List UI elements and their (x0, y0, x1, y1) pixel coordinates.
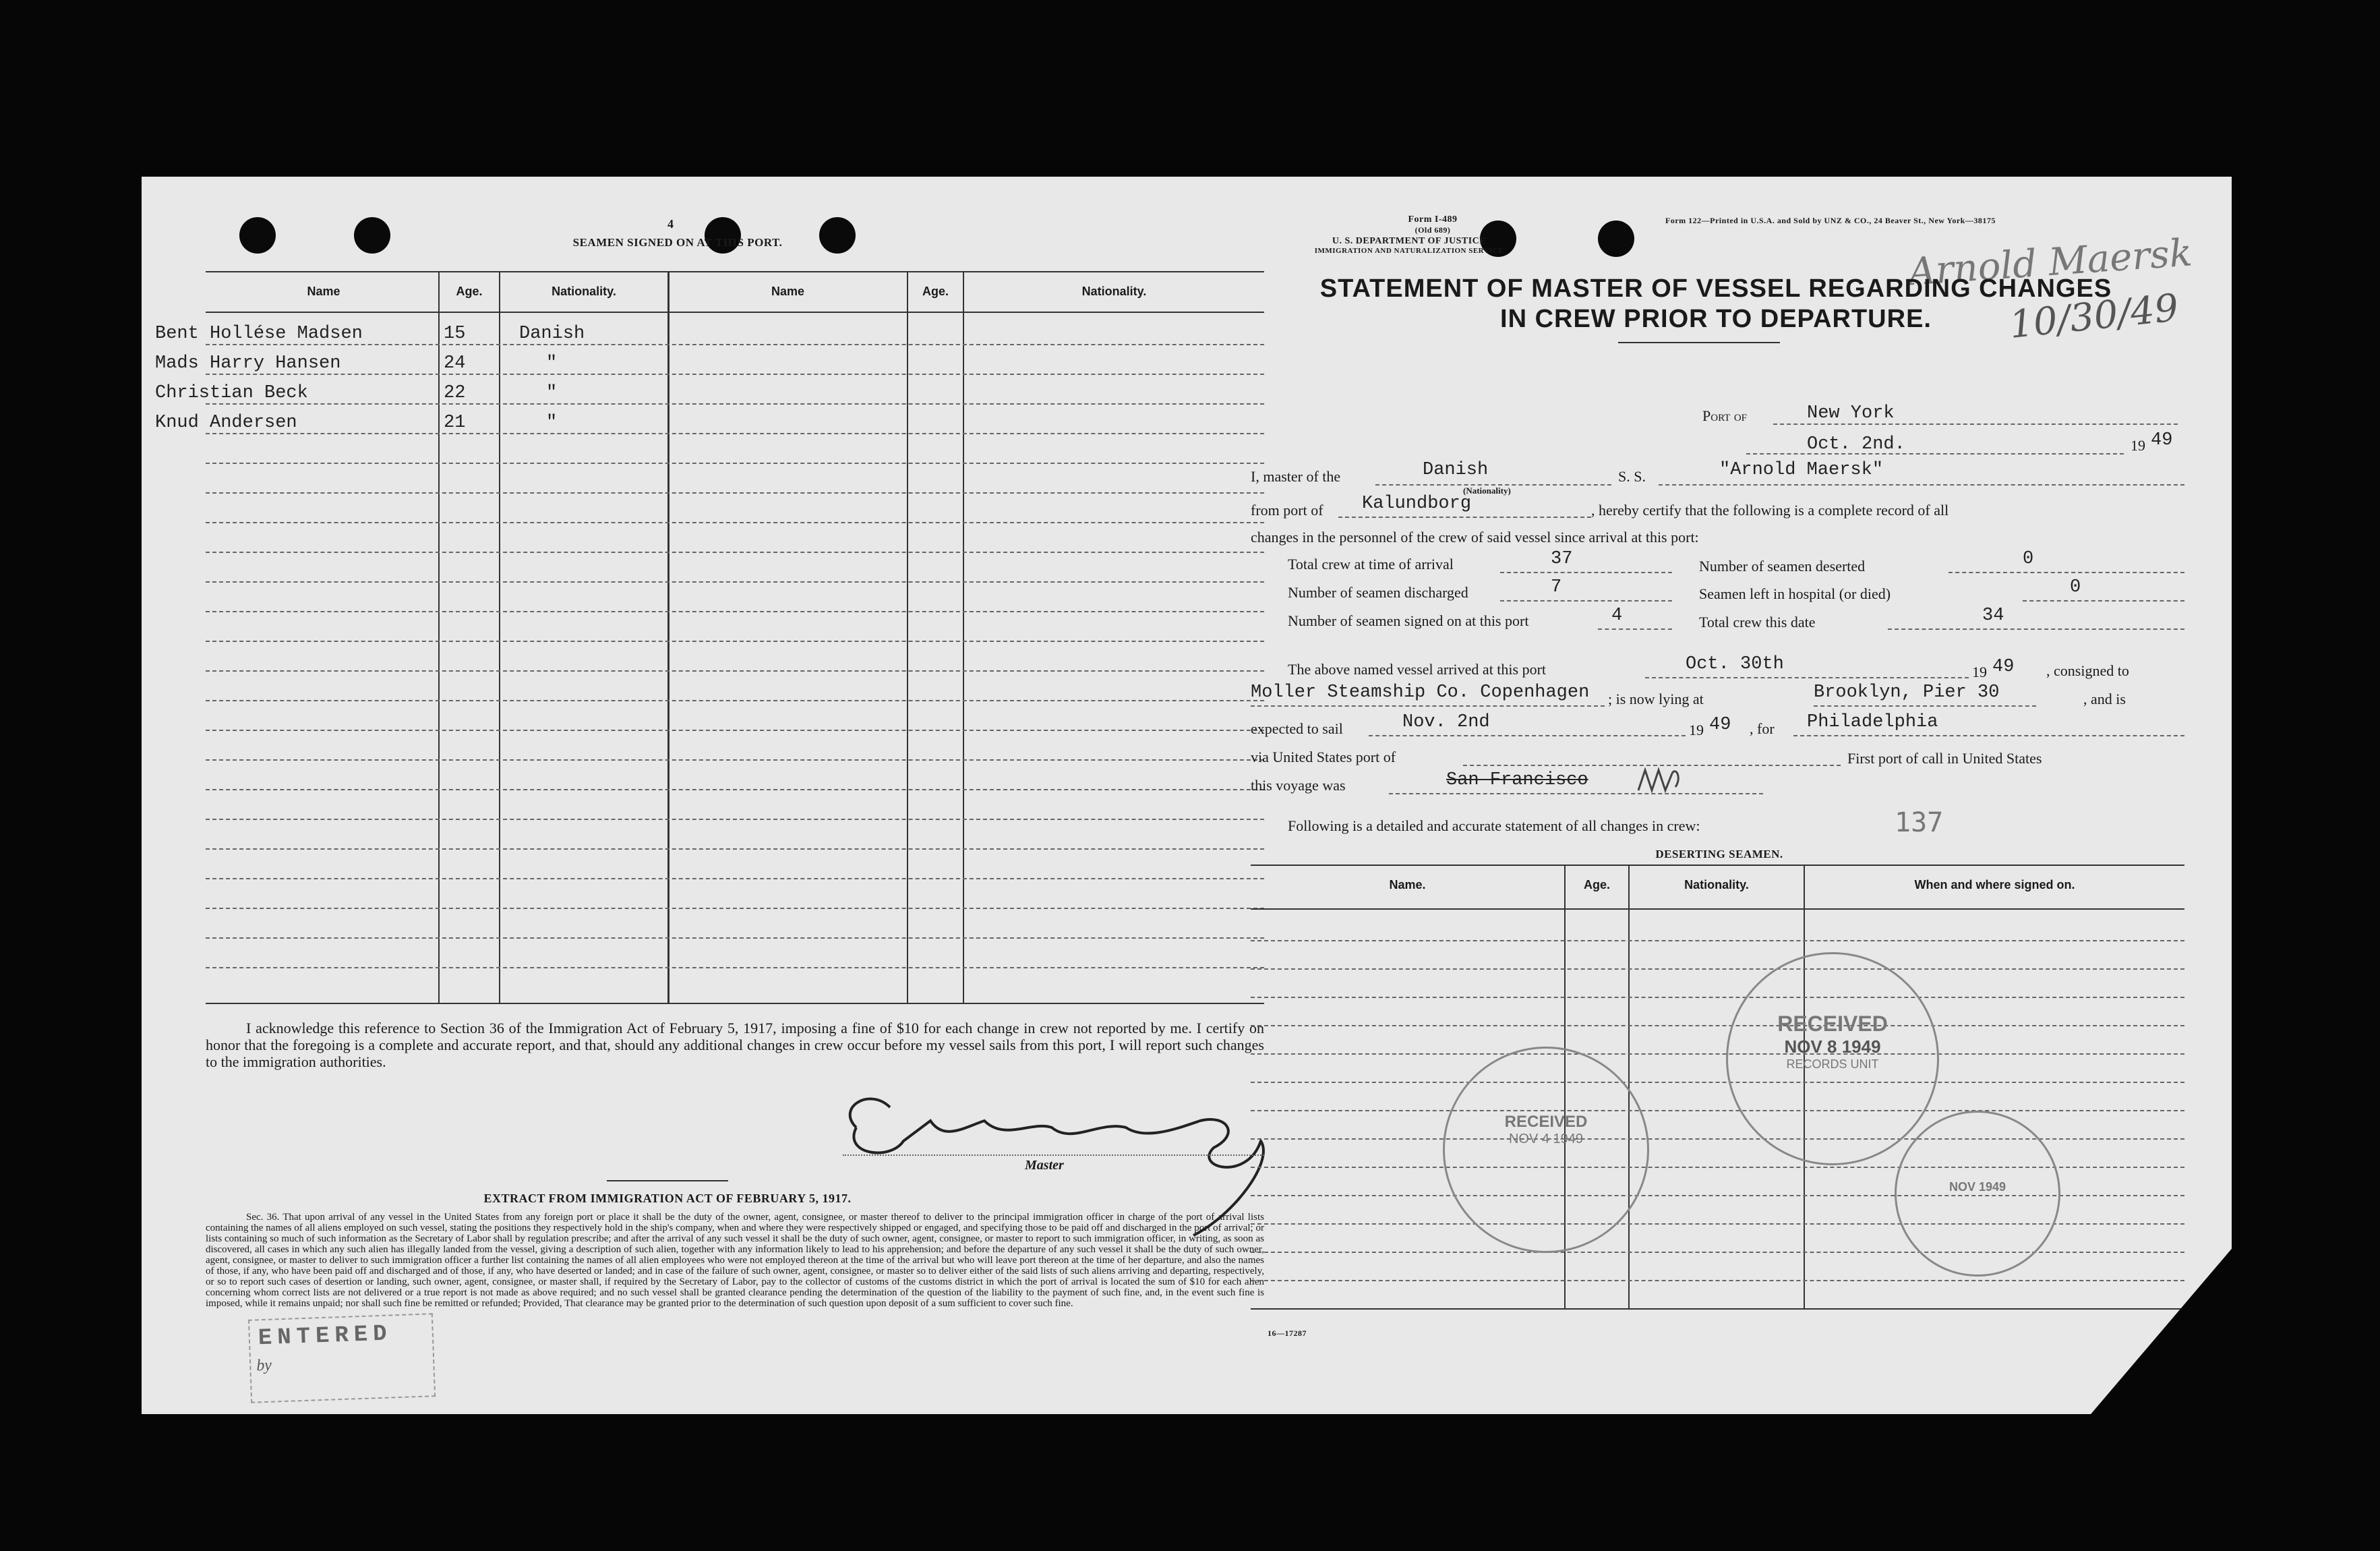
total-arrival-value: 37 (1551, 549, 1573, 569)
field-line (1500, 572, 1672, 573)
punch-hole (239, 217, 276, 254)
extract-rule (607, 1180, 728, 1181)
sail-year: 49 (1709, 715, 1731, 735)
row-line (206, 730, 1264, 731)
row-line (1251, 1138, 2184, 1140)
signed-on-label: Number of seamen signed on at this port (1288, 612, 1529, 629)
lying-label: ; is now lying at (1608, 691, 1704, 707)
consignee-value: Moller Steamship Co. Copenhagen (1251, 682, 1590, 703)
handwritten-date: 10/30/49 (2007, 286, 2181, 347)
title-rule (1618, 342, 1780, 343)
document-sheet (142, 177, 2232, 1414)
col-header-nationality: Nationality. (1081, 285, 1147, 298)
field-line (1746, 453, 2124, 455)
col-divider (499, 271, 500, 1003)
row-line (1251, 1252, 2184, 1253)
first-port-label: First port of call in United States (1847, 750, 2042, 767)
row-line (206, 878, 1264, 879)
consigned-label: , consigned to (2046, 662, 2129, 679)
deserted-value: 0 (2023, 549, 2034, 569)
nationality-value: Danish (1423, 460, 1489, 480)
field-line (1773, 423, 2178, 425)
desert-col-signed-on: When and where signed on. (1914, 878, 2075, 891)
crew-age: 15 (444, 324, 466, 344)
ss-label: S. S. (1618, 468, 1646, 485)
signature-underline (843, 1154, 1264, 1156)
crew-nationality: " (546, 353, 558, 374)
signed-on-value: 4 (1611, 606, 1623, 626)
field-line (1338, 517, 1591, 518)
field-line (1645, 677, 1969, 678)
signature-caption: Master (1025, 1158, 1064, 1173)
lying-at-value: Brooklyn, Pier 30 (1814, 682, 2000, 703)
punch-hole (354, 217, 390, 254)
discharged-label: Number of seamen discharged (1288, 584, 1468, 601)
row-line (206, 344, 1264, 345)
table-top-rule (206, 271, 1264, 272)
col-header-name: Name (771, 285, 805, 298)
col-divider (667, 271, 670, 1003)
col-header-nationality: Nationality. (552, 285, 616, 298)
arrived-label: The above named vessel arrived at this port (1288, 661, 1547, 678)
clipped-corner (2083, 1241, 2238, 1423)
field-line (1500, 600, 1672, 602)
row-line (1251, 1280, 2184, 1281)
arrived-date: Oct. 30th (1686, 654, 1784, 674)
row-line (206, 433, 1264, 434)
table-header-rule (206, 312, 1264, 313)
stamp-line: NOV 1949 (1948, 1180, 2006, 1194)
row-line (1251, 1110, 2184, 1111)
date-value: Oct. 2nd. (1807, 434, 1905, 455)
entered-stamp (248, 1313, 436, 1403)
deserted-label: Number of seamen deserted (1699, 558, 1866, 575)
row-line (206, 492, 1264, 494)
year-value: 49 (2151, 430, 2173, 450)
table-bottom-rule (1251, 1308, 2184, 1310)
port-value: New York (1807, 403, 1895, 423)
row-line (206, 908, 1264, 909)
row-line (206, 789, 1264, 790)
for-label: , for (1750, 720, 1775, 737)
sail-year-prefix: 19 (1689, 722, 1704, 738)
discharged-value: 7 (1551, 577, 1562, 597)
year-prefix: 19 (2131, 437, 2145, 454)
stamp-line: NOV 8 1949 (1784, 1036, 1881, 1057)
handwritten-vessel-note: Arnold Maersk (1907, 231, 2194, 295)
row-line (1251, 968, 2184, 970)
col-header-age: Age. (922, 285, 949, 298)
printer-note: Form 122—Printed in U.S.A. and Sold by UNZ & CO., 24 Beaver St., New York—38175 (1665, 216, 1996, 225)
footer-code: 16—17287 (1268, 1328, 1307, 1338)
received-stamp (1726, 952, 1939, 1165)
row-line (206, 759, 1264, 761)
desert-col-name: Name. (1389, 878, 1426, 891)
form-number: Form I-489 (1408, 214, 1458, 225)
sail-date-value: Nov. 2nd (1402, 712, 1490, 732)
stamp-line: RECEIVED (1777, 1012, 1888, 1036)
table-header-rule (1251, 908, 2184, 910)
row-line (206, 967, 1264, 968)
field-line (1598, 628, 1672, 630)
crew-age: 24 (444, 353, 466, 374)
naturalization-stamp (1895, 1111, 2060, 1277)
col-divider (907, 271, 908, 1003)
received-stamp (1443, 1047, 1649, 1253)
deserting-heading: DESERTING SEAMEN. (1655, 848, 1783, 860)
arrived-year-prefix: 19 (1972, 664, 1987, 680)
row-line (206, 522, 1264, 523)
crew-nationality: Danish (519, 324, 585, 344)
form-title-line1: STATEMENT OF MASTER OF VESSEL REGARDING CHANGES (1319, 274, 2112, 303)
page-number: 4 (667, 217, 674, 231)
following-label: Following is a detailed and accurate statement of all changes in crew: (1288, 817, 1700, 834)
vessel-name: "Arnold Maersk" (1719, 460, 1884, 480)
row-line (206, 374, 1264, 375)
nationality-caption: (Nationality) (1463, 486, 1511, 496)
total-date-value: 34 (1982, 606, 2004, 626)
row-line (1251, 1025, 2184, 1026)
field-line (1251, 705, 1605, 707)
port-label: Port of (1702, 407, 1748, 424)
stamp-line: RECORDS UNIT (1786, 1057, 1879, 1071)
master-signature (850, 1107, 852, 1108)
hospital-value: 0 (2070, 577, 2081, 597)
crew-name: Knud Andersen (155, 413, 297, 433)
desert-col-age: Age. (1583, 878, 1610, 891)
crew-age: 21 (444, 413, 466, 433)
crew-age: 22 (444, 383, 466, 403)
row-line (206, 641, 1264, 642)
department-name: U. S. DEPARTMENT OF JUSTICE (1332, 236, 1487, 246)
table-top-rule (1251, 865, 2184, 866)
service-name: IMMIGRATION AND NATURALIZATION SERVICE (1314, 247, 1504, 255)
stamp-line: RECEIVED (1504, 1113, 1588, 1131)
certify-text: , hereby certify that the following is a complete record of all (1591, 502, 1949, 519)
field-line (1369, 735, 1686, 736)
row-line (1251, 1082, 2184, 1083)
field-line (1814, 705, 2036, 707)
col-header-name: Name (307, 285, 340, 298)
row-line (206, 463, 1264, 464)
row-line (1251, 940, 2184, 941)
entered-stamp-by: by (256, 1356, 272, 1375)
desert-col-nationality: Nationality. (1684, 878, 1749, 891)
extract-heading: EXTRACT FROM IMMIGRATION ACT OF FEBRUARY 5, 1917. (483, 1192, 852, 1205)
field-line (1888, 628, 2184, 630)
changes-text: changes in the personnel of the crew of said vessel since arrival at this port: (1251, 529, 1699, 546)
crew-nationality: " (546, 383, 558, 403)
row-line (1251, 997, 2184, 998)
entered-stamp-text: ENTERED (258, 1321, 393, 1352)
row-line (206, 819, 1264, 820)
field-line (1389, 793, 1763, 794)
row-line (1251, 1053, 2184, 1055)
form-old-number: (Old 689) (1415, 225, 1451, 235)
extract-text: Sec. 36. That upon arrival of any vessel in the United States from any foreign port or place it shall be the duty of the owner, agent, consignee, or master thereof to deliver to the principal immigration officer in charge of the port of arrival lists containing the names of all aliens employed on such vessel, stating the positions they respectively hold in the ship's company, when and where they were respectively shipped or engaged, and specifying those to be paid off and discharged in the port of arrival; or lists containing so much of such information as the Secretary of Labor shall by regulation prescribe; and after the arrival of any such vessel it shall be the duty of such owner, agent, consignee, or master to report to such immigration officer, in writing, as soon as discovered, all cases in which any such alien has illegally landed from the vessel, giving a description of such alien, together with any information likely to lead to his apprehension; and before the departure of any such vessel it shall be the duty of such owner, agent, consignee, or master to deliver to such immigration officer a further list containing the names of all alien employees who were not employed thereon at the time of the arrival but who will leave port thereon at the time of her departure, and also the names of those, if any, who have been paid off and discharged and of those, if any, who have deserted or landed; and in case of the failure of such owner, agent, consignee, or master so to deliver either of the said lists of such aliens arriving and departing, respectively, or so to report such cases of desertion or landing, such owner, agent, consignee, or master shall, if required by the Secretary of Labor, pay to the collector of customs of the customs district in which the port of arrival is located the sum of $10 for each alien concerning whom correct lists are not delivered or a true report is not made as above required; and no such vessel shall be granted clearance pending the determination of the question of the liability to the payment of such fine, and, in the event such fine is imposed, while it remains unpaid; nor shall such fine be remitted or refunded; Provided, That clearance may be granted prior to the determination of such question upon deposit of a sum sufficient to cover such fine. (206, 1212, 1264, 1309)
col-divider (438, 271, 440, 1003)
field-line (1793, 735, 2184, 736)
total-date-label: Total crew this date (1699, 614, 1816, 631)
crew-name: Mads Harry Hansen (155, 353, 341, 374)
via-label: via United States port of (1251, 749, 1396, 765)
crew-nationality: " (546, 413, 558, 433)
field-line (1659, 484, 2184, 486)
table-bottom-rule (206, 1003, 1264, 1004)
row-line (206, 848, 1264, 850)
col-divider (963, 271, 964, 1003)
crew-name: Bent Hollése Madsen (155, 324, 363, 344)
row-line (206, 700, 1264, 701)
row-line (206, 937, 1264, 939)
col-header-age: Age. (456, 285, 483, 298)
from-port-value: Kalundborg (1362, 494, 1472, 514)
field-line (1948, 572, 2184, 573)
and-is-label: , and is (2083, 691, 2126, 707)
hospital-label: Seamen left in hospital (or died) (1699, 585, 1891, 602)
row-line (206, 670, 1264, 672)
col-divider (1628, 865, 1630, 1308)
row-line (206, 403, 1264, 405)
row-line (206, 581, 1264, 583)
from-port-label: from port of (1251, 502, 1323, 519)
initials-mark (1635, 763, 1689, 797)
row-line (206, 552, 1264, 553)
form-title-line2: IN CREW PRIOR TO DEPARTURE. (1500, 305, 1932, 333)
stamp-line: NOV 4 1949 (1508, 1132, 1584, 1146)
arrived-year: 49 (1992, 657, 2015, 677)
punch-hole (1598, 221, 1634, 257)
first-port-value: San Francisco (1446, 770, 1588, 790)
handwritten-number: 137 (1895, 807, 1944, 838)
expected-label: expected to sail (1251, 720, 1343, 737)
acknowledgement-text: I acknowledge this reference to Section 36 of the Immigration Act of February 5, 1917, imposing a fine of $10 for each change in crew not reported by me. I certify on honor that the foregoing is a complete and accurate report, and that, should any additional changes in crew occur before my vessel sails from this port, I will report such changes to the immigration authorities. (206, 1020, 1264, 1070)
crew-name: Christian Beck (155, 383, 308, 403)
row-line (206, 611, 1264, 612)
total-arrival-label: Total crew at time of arrival (1288, 556, 1454, 573)
destination-value: Philadelphia (1807, 712, 1938, 732)
left-heading: SEAMEN SIGNED ON AT THIS PORT. (572, 236, 783, 249)
field-line (2023, 600, 2184, 602)
master-of-label: I, master of the (1251, 468, 1341, 485)
voyage-label: this voyage was (1251, 777, 1346, 794)
